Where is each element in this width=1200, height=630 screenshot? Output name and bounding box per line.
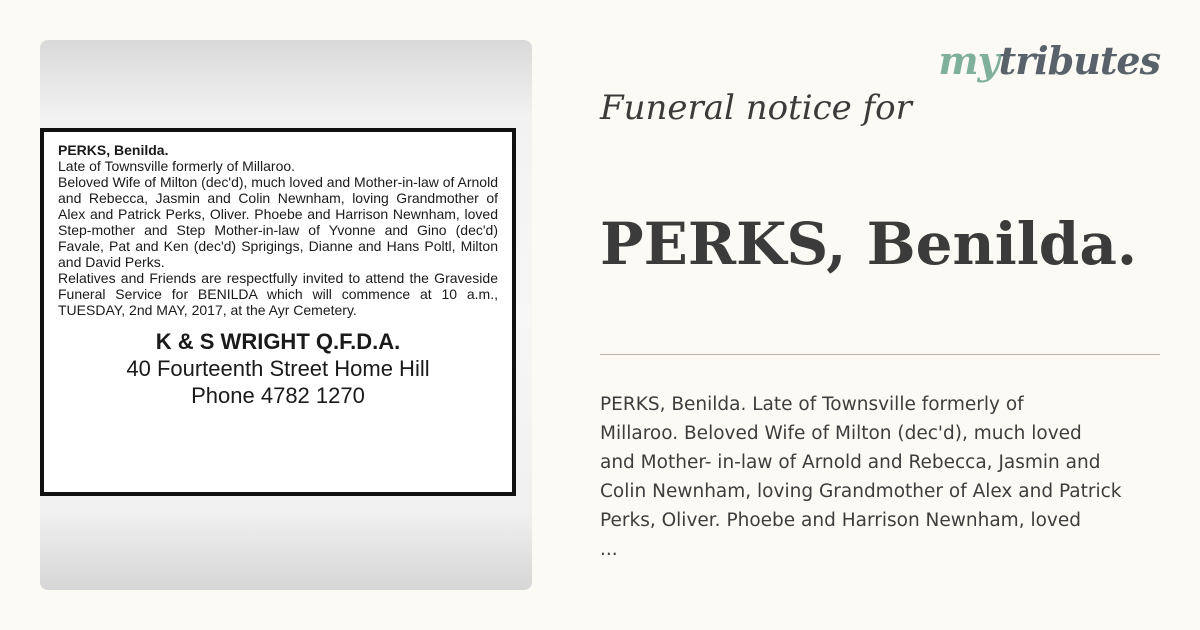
notice-head: PERKS, Benilda. xyxy=(58,142,169,158)
notice-type-label: Funeral notice for xyxy=(600,88,912,128)
mytributes-logo xyxy=(938,38,1160,83)
funeral-director-phone: Phone 4782 1270 xyxy=(191,383,365,408)
notice-body: Late of Townsville formerly of Millaroo. Beloved Wife of Milton (dec'd), much loved and Mother-in-law of Arnold and Rebecca, Jasmin and Colin Newnham, loving Grandmother of Alex and Patrick Perks, Oliver. Phoebe and Harrison Newnham, loved Step-mother and Step Mother-in-law of Yvonne and Gino (dec'd) Favale, Pat and Ken (dec'd) Sprigings, Dianne and Hans Poltl, Milton and David Perks. Relatives and Friends are respectfully invited to attend the Graveside Funeral Service for BENILDA which will commence at 10 a.m., TUESDAY, 2nd MAY, 2017, at the Ayr Cemetery. xyxy=(58,158,498,318)
funeral-director-address: 40 Fourteenth Street Home Hill xyxy=(126,356,430,381)
logo-suffix: tributes xyxy=(998,38,1160,83)
logo-prefix: my xyxy=(938,38,999,83)
printed-notice xyxy=(40,128,516,496)
deceased-name: PERKS, Benilda. xyxy=(600,210,1138,278)
funeral-director-name: K & S WRIGHT Q.F.D.A. xyxy=(155,329,401,354)
notice-excerpt: PERKS, Benilda. Late of Townsville formerly of Millaroo. Beloved Wife of Milton (dec'd), much loved and Mother- in-law of Arnold and Rebecca, Jasmin and Colin Newnham, loving Grandmother of Alex and Patrick Perks, Oliver. Phoebe and Harrison Newnham, loved ... xyxy=(600,394,1122,560)
funeral-director-block xyxy=(58,328,498,409)
divider xyxy=(600,354,1160,355)
notice-photo xyxy=(40,40,532,590)
